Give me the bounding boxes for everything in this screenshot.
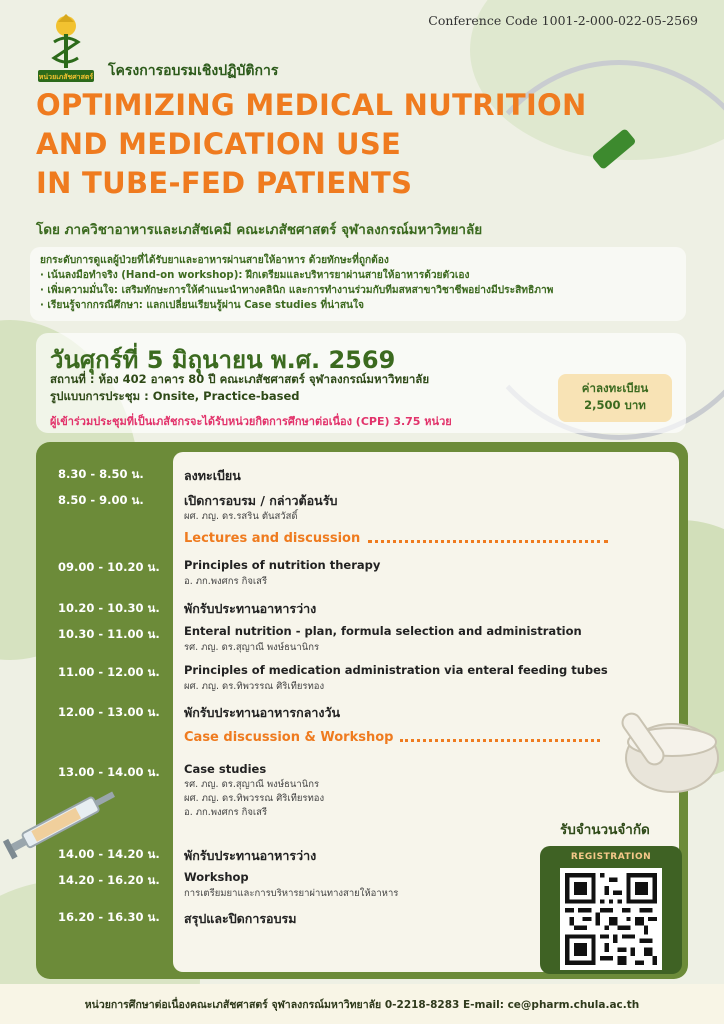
syringe-illustration [0,780,130,860]
fee-label: ค่าลงทะเบียน [581,381,649,395]
logo-text: หน่วยเภสัชศาสตร์ [38,73,94,81]
registration-label: REGISTRATION [570,852,652,862]
mortar-pestle-illustration [612,700,724,800]
schedule-time: 10.30 - 11.00 น. [58,627,160,641]
schedule-time: 8.50 - 9.00 น. [58,493,144,507]
schedule-title: Workshop [184,870,249,884]
schedule-speaker: รศ. ภญ. ดร.สุญาณี พงษ์ธนานิกร [184,642,320,653]
registration-qr-code[interactable] [560,868,662,970]
schedule-time: 12.00 - 13.00 น. [58,705,160,719]
schedule-time: 16.20 - 16.30 น. [58,910,160,924]
objective-item: · เรียนรู้จากกรณีศึกษา: แลกเปลี่ยนเรียนรู้ผ่าน Case studies ที่น่าสนใจ [40,300,364,311]
fee-amount: 2,500 บาท [584,398,646,412]
format-text: รูปแบบการประชุม : Onsite, Practice-based [50,389,300,403]
schedule-speaker: อ. ภก.พงศกร กิจเสรี [184,807,268,818]
section-heading-case: Case discussion & Workshop [184,730,394,745]
schedule-speaker: ผศ. ภญ. ดร.ทิพวรรณ ศิริเทียรทอง [184,793,325,804]
schedule-time: 14.00 - 14.20 น. [58,847,160,861]
dotted-divider [368,540,608,543]
schedule-speaker: อ. ภก.พงศกร กิจเสรี [184,576,268,587]
schedule-speaker: ผศ. ภญ. ดร.ทิพวรรณ ศิริเทียรทอง [184,681,325,692]
objective-item: · เพิ่มความมั่นใจ: เสริมทักษะการให้คำแนะนำทางคลินิก และการทำงานร่วมกับทีมสหสาขาวิชาชีพอย่างมีประสิทธิภาพ [40,285,554,296]
organizer: โดย ภาควิชาอาหารและเภสัชเคมี คณะเภสัชศาสตร์ จุฬาลงกรณ์มหาวิทยาลัย [36,222,483,238]
schedule-title: สรุปและปิดการอบรม [184,911,297,926]
schedule-time: 09.00 - 10.20 น. [58,560,160,574]
footer-contact: หน่วยการศึกษาต่อเนื่องคณะเภสัชศาสตร์ จุฬาลงกรณ์มหาวิทยาลัย 0-2218-8283 E-mail: ce@pharm.chula.ac.th [0,984,724,1024]
schedule-title: เปิดการอบรม / กล่าวต้อนรับ [184,493,338,508]
event-date: วันศุกร์ที่ 5 มิถุนายน พ.ศ. 2569 [50,346,396,374]
schedule-detail: การเตรียมยาและการบริหารยาผ่านทางสายให้อาหาร [184,888,399,899]
objective-item: · เน้นลงมือทำจริง (Hand-on workshop): ฝึกเตรียมและบริหารยาผ่านสายให้อาหารด้วยตัวเอง [40,270,470,281]
schedule-speaker: ผศ. ภญ. ดร.รสริน ตันสวัสดิ์ [184,511,298,522]
schedule-speaker: รศ. ภญ. ดร.สุญาณี พงษ์ธนานิกร [184,779,320,790]
objectives-box [30,247,686,321]
venue-text: สถานที่ : ห้อง 402 อาคาร 80 ปี คณะเภสัชศาสตร์ จุฬาลงกรณ์มหาวิทยาลัย [50,372,430,386]
schedule-time: 10.20 - 10.30 น. [58,601,160,615]
fee-box [558,374,672,422]
schedule-time: 13.00 - 14.00 น. [58,765,160,779]
limited-seats-label: รับจำนวนจำกัด [560,822,650,838]
objectives-intro: ยกระดับการดูแลผู้ป่วยที่ได้รับยาและอาหารผ่านสายให้อาหาร ด้วยทักษะที่ถูกต้อง [40,255,389,266]
event-title [36,86,676,203]
title-line: AND MEDICATION USE [36,127,402,161]
schedule-time: 14.20 - 16.20 น. [58,873,160,887]
faculty-logo [34,12,98,84]
schedule-title: พักรับประทานอาหารว่าง [184,601,317,616]
schedule-title: Enteral nutrition - plan, formula selection and administration [184,624,582,638]
section-heading-lectures: Lectures and discussion [184,531,361,546]
qr-code-icon [565,873,657,965]
schedule-title: พักรับประทานอาหารกลางวัน [184,705,341,720]
schedule-title: พักรับประทานอาหารว่าง [184,848,317,863]
project-label: โครงการอบรมเชิงปฏิบัติการ [108,63,279,79]
schedule-title: Case studies [184,762,267,776]
schedule-title: Principles of medication administration via enteral feeding tubes [184,663,608,677]
title-line: OPTIMIZING MEDICAL NUTRITION [36,88,587,122]
event-venue [50,371,429,405]
dotted-divider [400,739,600,742]
cpe-note: ผู้เข้าร่วมประชุมที่เป็นเภสัชกรจะได้รับหน่วยกิตการศึกษาต่อเนื่อง (CPE) 3.75 หน่วย [50,415,452,428]
schedule-time: 8.30 - 8.50 น. [58,467,144,481]
conference-code: Conference Code 1001-2-000-022-05-2569 [428,13,698,28]
schedule-time: 11.00 - 12.00 น. [58,665,160,679]
schedule-title: ลงทะเบียน [184,468,241,483]
title-line: IN TUBE-FED PATIENTS [36,166,413,200]
schedule-title: Principles of nutrition therapy [184,558,381,572]
